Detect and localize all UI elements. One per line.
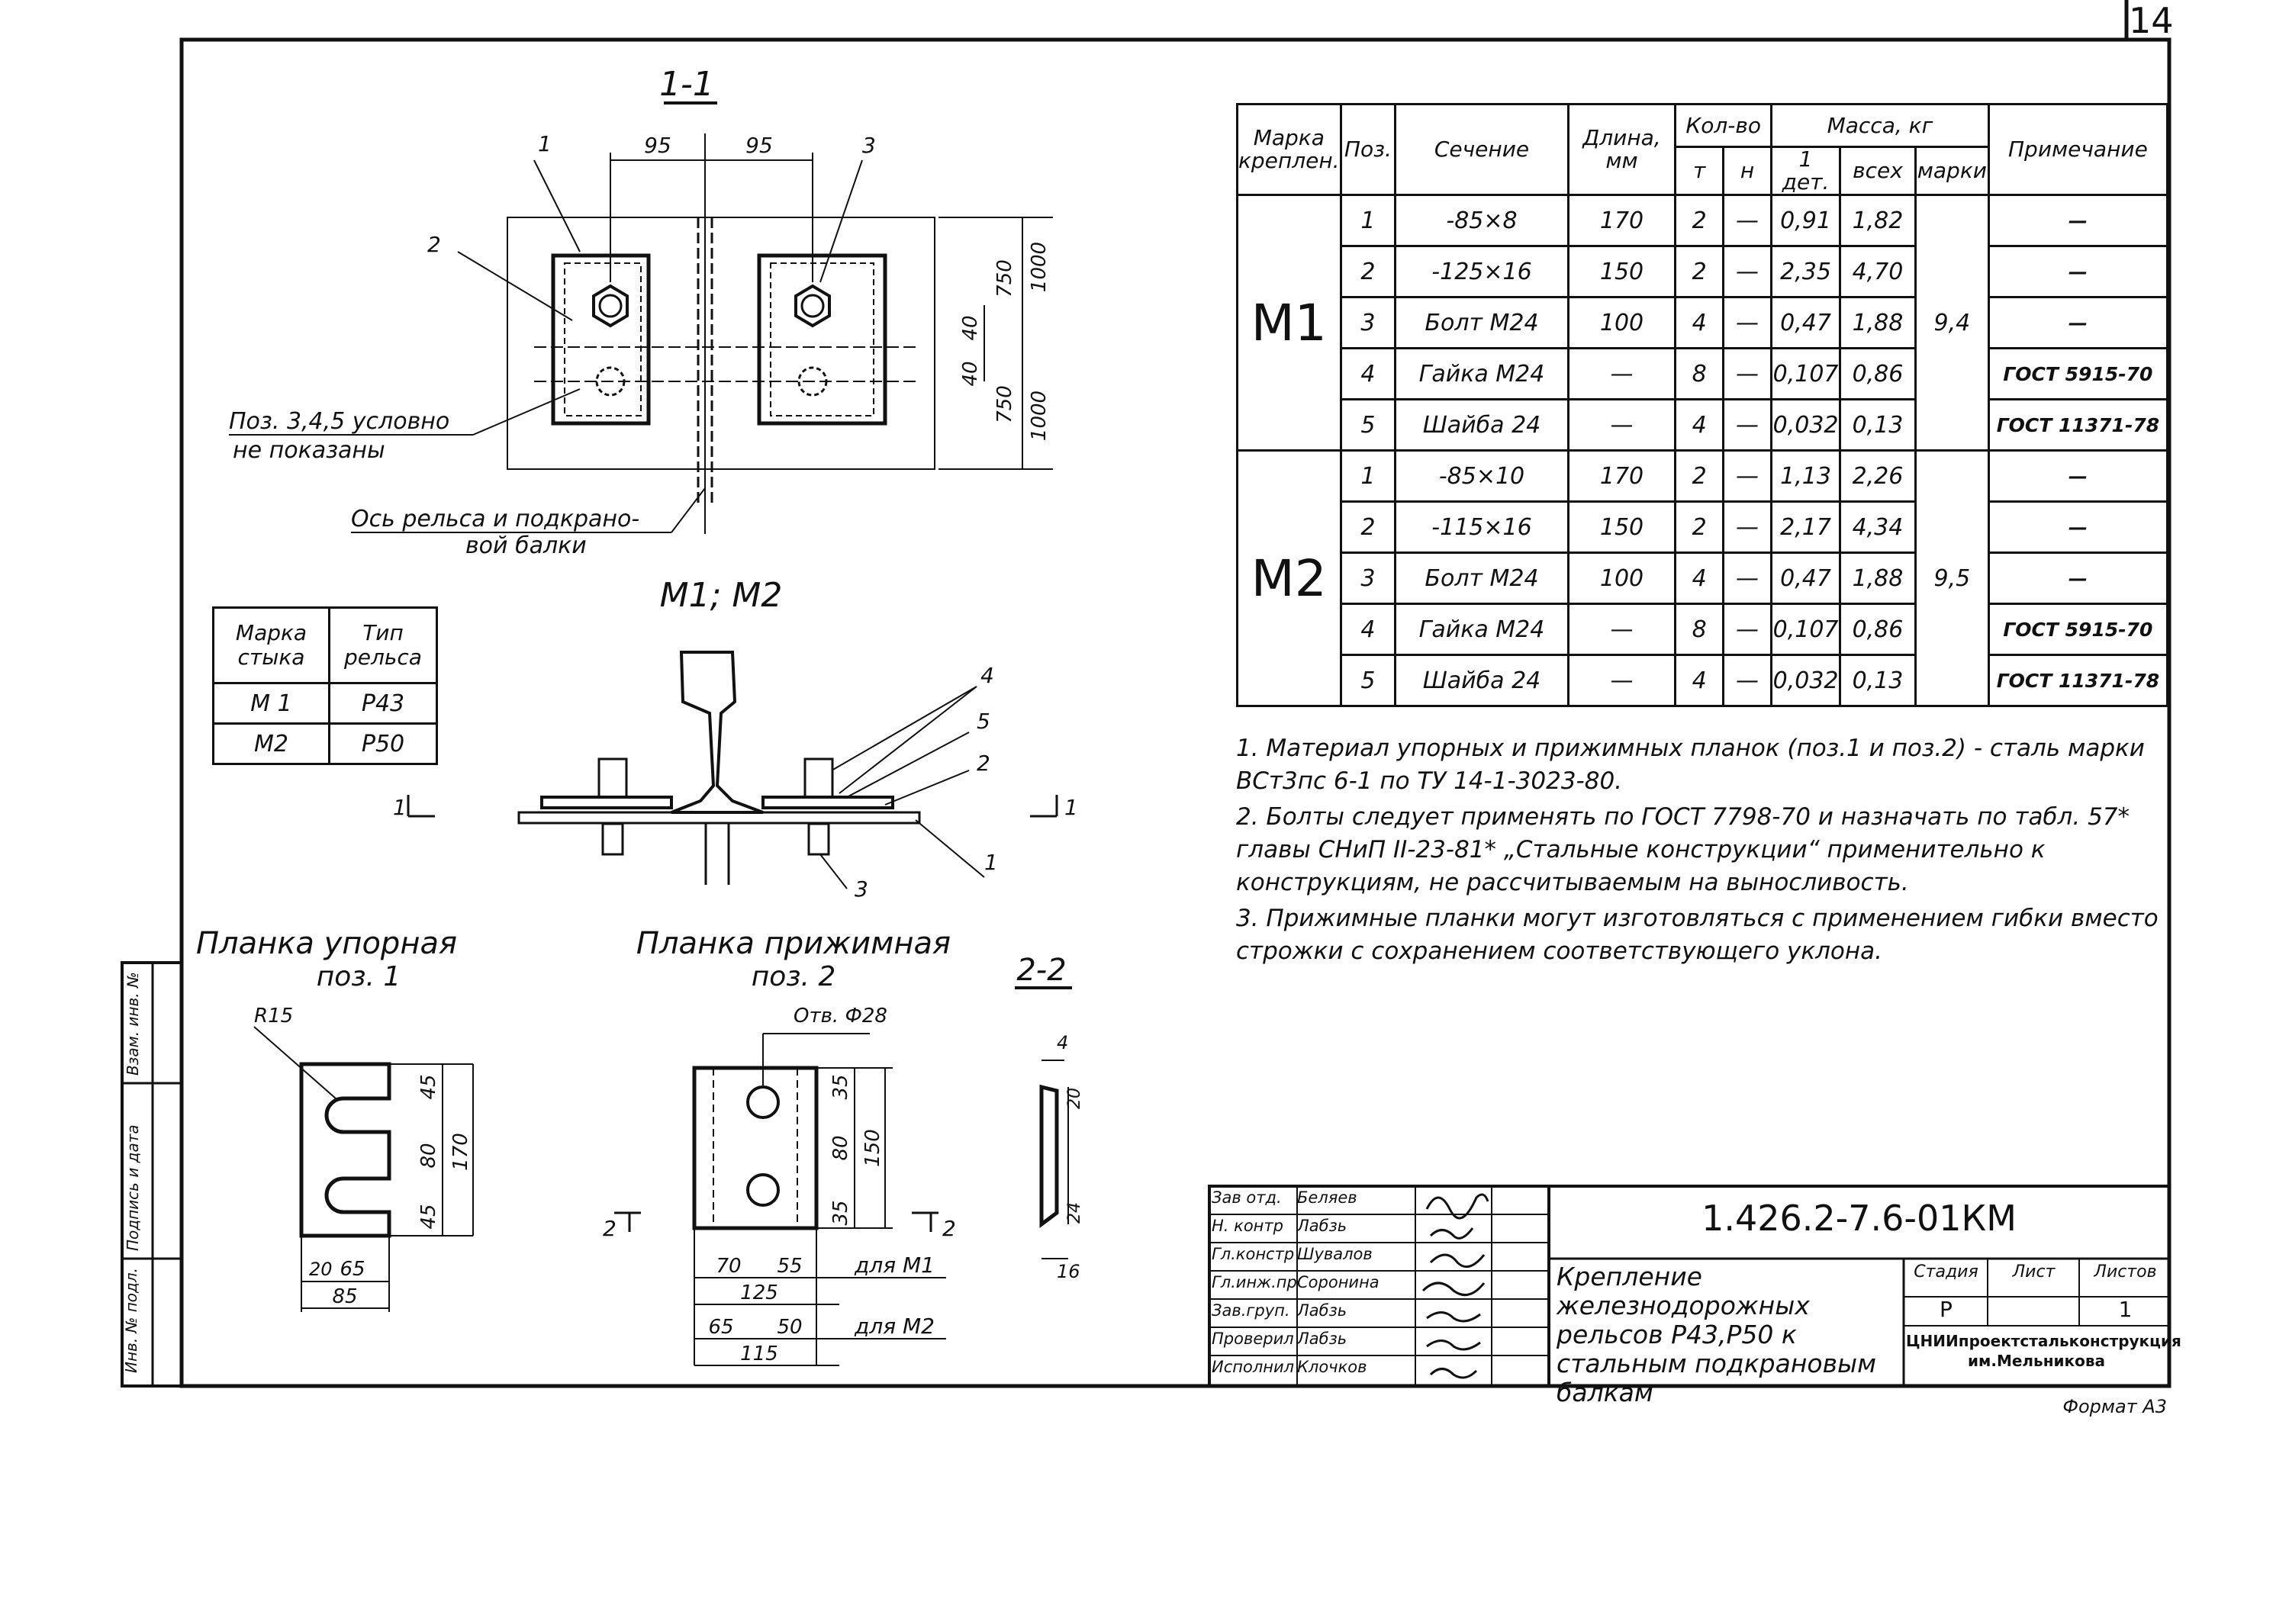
table-cell: -125×16 <box>1396 246 1568 297</box>
table-cell: 100 <box>1568 297 1676 349</box>
clamp-for-m2: для М2 <box>855 1314 935 1339</box>
table-cell: 4 <box>1676 553 1724 604</box>
side-stamp-replaces-inv: Взам. инв. № <box>124 972 142 1076</box>
table-row <box>214 683 437 724</box>
table-cell: — <box>1724 246 1772 297</box>
table-cell: 2 <box>1341 502 1396 553</box>
spec-header-mark: Марка креплен. <box>1238 105 1341 195</box>
dim-40-a: 40 <box>959 361 982 387</box>
clamp-for-m1: для М1 <box>855 1253 935 1278</box>
table-cell: ГОСТ 11371-78 <box>1988 655 2167 706</box>
note-1: 1. Материал упорных и прижимных планок (поз.1 и поз.2) - сталь марки ВСт3пс 6-1 по ТУ 14-1-3023-80. <box>1236 735 2145 795</box>
table-cell: 100 <box>1568 553 1676 604</box>
stop-r15: R15 <box>254 1005 294 1027</box>
table-cell: — <box>1988 451 2167 502</box>
signer-row <box>1212 1245 1414 1273</box>
spec-header-n: н <box>1724 147 1772 195</box>
plank-stop-pos: поз. 1 <box>316 961 401 992</box>
table-cell: — <box>1724 604 1772 655</box>
stop-dim-20: 20 <box>309 1259 333 1280</box>
table-cell: 2,35 <box>1772 246 1840 297</box>
spec-header-note: Примечание <box>1988 105 2167 195</box>
signer-name: Лабзь <box>1297 1301 1347 1320</box>
table-row <box>1238 553 2168 604</box>
spec-header-t: т <box>1676 147 1724 195</box>
table-cell: — <box>1568 604 1676 655</box>
cut-mark-1-right: 1 <box>1064 795 1078 820</box>
dim-750-bottom: 750 <box>993 385 1016 423</box>
table-cell: ГОСТ 11371-78 <box>1988 400 2167 451</box>
signer-name: Шувалов <box>1297 1245 1373 1263</box>
table-cell: — <box>1988 297 2167 349</box>
specification-table <box>1236 103 2168 707</box>
table-cell: 0,032 <box>1772 655 1840 706</box>
table-cell: 1 <box>1341 451 1396 502</box>
stage-label: Стадия <box>1914 1262 1978 1282</box>
table-cell: 170 <box>1568 195 1676 246</box>
plank-stop-title: Планка упорная <box>195 926 458 961</box>
spec-header-qty: Кол-во <box>1676 105 1772 147</box>
table-cell: Шайба 24 <box>1396 655 1568 706</box>
table-row <box>1238 451 2168 502</box>
signer-row <box>1212 1188 1414 1217</box>
table-cell: 1,88 <box>1840 297 1916 349</box>
table-cell: ГОСТ 5915-70 <box>1988 604 2167 655</box>
table-cell: 4,34 <box>1840 502 1916 553</box>
signer-row <box>1212 1217 1414 1245</box>
table-row <box>214 724 437 764</box>
table-cell: 2,17 <box>1772 502 1840 553</box>
dim-1000-top: 1000 <box>1028 241 1051 293</box>
document-name: Крепление железнодорожных рельсов Р43,Р50 к стальным подкрановым балкам <box>1557 1262 1876 1407</box>
table-cell: М 1 <box>214 683 330 724</box>
table-cell: 0,91 <box>1772 195 1840 246</box>
dim-95-left: 95 <box>644 133 671 158</box>
table-cell: -115×16 <box>1396 502 1568 553</box>
clamp-dim-80: 80 <box>829 1135 852 1161</box>
stop-dim-45-top: 45 <box>417 1074 440 1100</box>
positions-note-line2: не показаны <box>233 437 385 464</box>
stop-dim-85: 85 <box>332 1285 358 1308</box>
table-row <box>1238 246 2168 297</box>
table-cell: — <box>1724 297 1772 349</box>
table-cell: 4 <box>1341 604 1396 655</box>
signer-name: Беляев <box>1297 1188 1357 1207</box>
table-cell: 4 <box>1676 297 1724 349</box>
clamp-hole: Отв. Ф28 <box>794 1005 887 1027</box>
table-cell: 0,86 <box>1840 604 1916 655</box>
table-cell: — <box>1568 349 1676 400</box>
clamp-dim-35-top: 35 <box>829 1074 852 1100</box>
table-cell: 4,70 <box>1840 246 1916 297</box>
drawing-notes <box>1236 732 2167 971</box>
side-stamp-signature-date: Подпись и дата <box>124 1124 142 1251</box>
table-cell: 170 <box>1568 451 1676 502</box>
spec-header-length: Длина, мм <box>1568 105 1676 195</box>
sheet-label: Лист <box>2012 1262 2056 1282</box>
signer-role: Зав.груп. <box>1212 1301 1290 1320</box>
table-cell: — <box>1724 451 1772 502</box>
table-cell: — <box>1724 655 1772 706</box>
stop-dim-170: 170 <box>449 1133 472 1171</box>
signer-row <box>1212 1358 1414 1386</box>
paper-format: Формат А3 <box>2062 1396 2167 1417</box>
rail-callout-5: 5 <box>977 709 990 734</box>
rail-callout-1: 1 <box>984 850 998 875</box>
table-cell: — <box>1988 246 2167 297</box>
table-cell: 0,47 <box>1772 553 1840 604</box>
table-cell: 150 <box>1568 246 1676 297</box>
sec22-dim-16: 16 <box>1057 1261 1080 1282</box>
table-cell: -85×8 <box>1396 195 1568 246</box>
joint-type-table <box>212 606 438 765</box>
table-cell: 0,107 <box>1772 349 1840 400</box>
clamp-dim-115: 115 <box>740 1343 778 1365</box>
side-stamp-inv-no: Инв. № подл. <box>122 1268 140 1373</box>
callout-3: 3 <box>862 133 876 158</box>
table-row <box>1238 400 2168 451</box>
signer-row <box>1212 1301 1414 1330</box>
table-cell: — <box>1988 553 2167 604</box>
table-cell: 1,13 <box>1772 451 1840 502</box>
signer-role: Гл.констр <box>1212 1245 1295 1263</box>
m1-m2-title: M1; M2 <box>659 576 783 615</box>
table-cell: 150 <box>1568 502 1676 553</box>
plank-clamp-pos: поз. 2 <box>751 961 836 992</box>
sec22-dim-20: 20 <box>1065 1088 1084 1109</box>
joint-table-header-mark: Марка стыка <box>214 608 330 683</box>
table-cell: 3 <box>1341 297 1396 349</box>
table-cell: — <box>1724 553 1772 604</box>
signer-role: Н. контр <box>1212 1217 1283 1235</box>
spec-header-per-mark: марки <box>1915 147 1988 195</box>
clamp-dim-65: 65 <box>708 1316 734 1339</box>
rail-callout-2: 2 <box>977 751 990 776</box>
table-row <box>1238 604 2168 655</box>
table-cell: 2 <box>1676 246 1724 297</box>
callout-1: 1 <box>538 131 552 156</box>
table-cell: 0,107 <box>1772 604 1840 655</box>
stop-dim-65: 65 <box>340 1258 365 1281</box>
sec22-dim-24: 24 <box>1065 1202 1084 1224</box>
sheets-value: 1 <box>2118 1297 2133 1322</box>
clamp-dim-150: 150 <box>861 1129 884 1167</box>
spec-mass-m1: 9,4 <box>1915 195 1988 451</box>
table-cell: 1,88 <box>1840 553 1916 604</box>
note-3: 3. Прижимные планки могут изготовляться с применением гибки вместо строжки с сохранением соответствующего уклона. <box>1236 905 2159 965</box>
table-cell: — <box>1568 655 1676 706</box>
positions-note-line1: Поз. 3,4,5 условно <box>229 408 450 435</box>
table-row <box>1238 349 2168 400</box>
rail-callout-4: 4 <box>980 663 994 688</box>
table-cell: Гайка М24 <box>1396 604 1568 655</box>
signer-row <box>1212 1273 1414 1301</box>
signer-role: Зав отд. <box>1212 1188 1282 1207</box>
spec-header-1det: 1 дет. <box>1772 147 1840 195</box>
table-cell: ГОСТ 5915-70 <box>1988 349 2167 400</box>
signer-name: Клочков <box>1297 1358 1367 1376</box>
table-cell: 3 <box>1341 553 1396 604</box>
axis-note-line2: вой балки <box>465 532 587 559</box>
table-cell: Р43 <box>329 683 436 724</box>
spec-mass-m2: 9,5 <box>1915 451 1988 706</box>
dim-1000-bottom: 1000 <box>1028 390 1051 442</box>
signers-block <box>1212 1188 1414 1386</box>
spec-header-pos: Поз. <box>1341 105 1396 195</box>
table-cell: — <box>1724 349 1772 400</box>
callout-2: 2 <box>427 232 441 257</box>
cut-mark-2-right: 2 <box>942 1216 956 1241</box>
stop-dim-80: 80 <box>417 1143 440 1169</box>
rail-callout-3: 3 <box>855 876 868 902</box>
table-cell: 0,13 <box>1840 655 1916 706</box>
spec-mark-m2: М2 <box>1238 451 1341 706</box>
table-cell: Гайка М24 <box>1396 349 1568 400</box>
clamp-dim-55: 55 <box>777 1255 803 1278</box>
table-cell: 4 <box>1341 349 1396 400</box>
sheets-label: Листов <box>2094 1262 2157 1282</box>
table-cell: 4 <box>1676 400 1724 451</box>
cut-mark-1-left: 1 <box>393 795 407 820</box>
clamp-dim-35-bottom: 35 <box>829 1200 852 1226</box>
table-cell: 4 <box>1676 655 1724 706</box>
table-cell: 1,82 <box>1840 195 1916 246</box>
dim-750-top: 750 <box>993 259 1016 297</box>
signer-row <box>1212 1330 1414 1358</box>
table-cell: 0,86 <box>1840 349 1916 400</box>
note-2: 2. Болты следует применять по ГОСТ 7798-70 и назначать по табл. 57* главы СНиП II-23-81* „Стальные конструкции“ применительно к конструкциям, не рассчитываемым на выносливость. <box>1236 803 2130 896</box>
table-row <box>1238 502 2168 553</box>
table-cell: 0,13 <box>1840 400 1916 451</box>
stop-dim-45-bottom: 45 <box>417 1204 440 1230</box>
dim-40-b: 40 <box>959 315 982 341</box>
table-cell: 5 <box>1341 400 1396 451</box>
table-cell: — <box>1724 195 1772 246</box>
table-cell: 0,032 <box>1772 400 1840 451</box>
spec-header-section: Сечение <box>1396 105 1568 195</box>
axis-note-line1: Ось рельса и подкрано- <box>351 506 640 532</box>
table-cell: 2 <box>1341 246 1396 297</box>
table-cell: — <box>1568 400 1676 451</box>
spec-mark-m1: М1 <box>1238 195 1341 451</box>
table-cell: Р50 <box>329 724 436 764</box>
table-cell: 8 <box>1676 604 1724 655</box>
spec-header-mass: Масса, кг <box>1772 105 1989 147</box>
table-cell: 0,47 <box>1772 297 1840 349</box>
page-number: 14 <box>2129 0 2174 41</box>
organization: ЦНИИпроектстальконструкция им.Мельникова <box>1906 1332 2181 1370</box>
table-cell: М2 <box>214 724 330 764</box>
table-cell: — <box>1988 195 2167 246</box>
table-cell: — <box>1724 400 1772 451</box>
table-row <box>1238 195 2168 246</box>
table-row <box>1238 655 2168 706</box>
signer-name: Лабзь <box>1297 1217 1347 1235</box>
table-cell: 2 <box>1676 502 1724 553</box>
table-cell: 2 <box>1676 195 1724 246</box>
signer-role: Проверил <box>1212 1330 1294 1348</box>
table-cell: 5 <box>1341 655 1396 706</box>
table-cell: 2 <box>1676 451 1724 502</box>
stage-value: Р <box>1940 1297 1953 1322</box>
signer-name: Соронина <box>1297 1273 1380 1291</box>
table-cell: 1 <box>1341 195 1396 246</box>
joint-table-header-rail: Тип рельса <box>329 608 436 683</box>
table-cell: 2,26 <box>1840 451 1916 502</box>
spec-header-all: всех <box>1840 147 1916 195</box>
table-cell: Болт М24 <box>1396 297 1568 349</box>
clamp-dim-50: 50 <box>777 1316 803 1339</box>
clamp-dim-70: 70 <box>716 1255 742 1278</box>
cut-mark-2-left: 2 <box>603 1216 617 1241</box>
signer-name: Лабзь <box>1297 1330 1347 1348</box>
table-cell: — <box>1988 502 2167 553</box>
plank-clamp-title: Планка прижимная <box>636 926 951 961</box>
sec22-dim-4: 4 <box>1057 1032 1069 1053</box>
dim-95-right: 95 <box>745 133 773 158</box>
table-row <box>1238 297 2168 349</box>
document-code: 1.426.2-7.6-01КМ <box>1701 1198 2017 1239</box>
clamp-dim-125: 125 <box>740 1282 778 1304</box>
table-cell: — <box>1724 502 1772 553</box>
signer-role: Гл.инж.пр <box>1212 1273 1297 1291</box>
signer-role: Исполнил <box>1212 1358 1295 1376</box>
table-cell: Шайба 24 <box>1396 400 1568 451</box>
table-cell: Болт М24 <box>1396 553 1568 604</box>
table-cell: 8 <box>1676 349 1724 400</box>
section-2-2-title: 2-2 <box>1016 953 1067 988</box>
table-cell: -85×10 <box>1396 451 1568 502</box>
section-1-1-title: 1-1 <box>659 65 714 104</box>
